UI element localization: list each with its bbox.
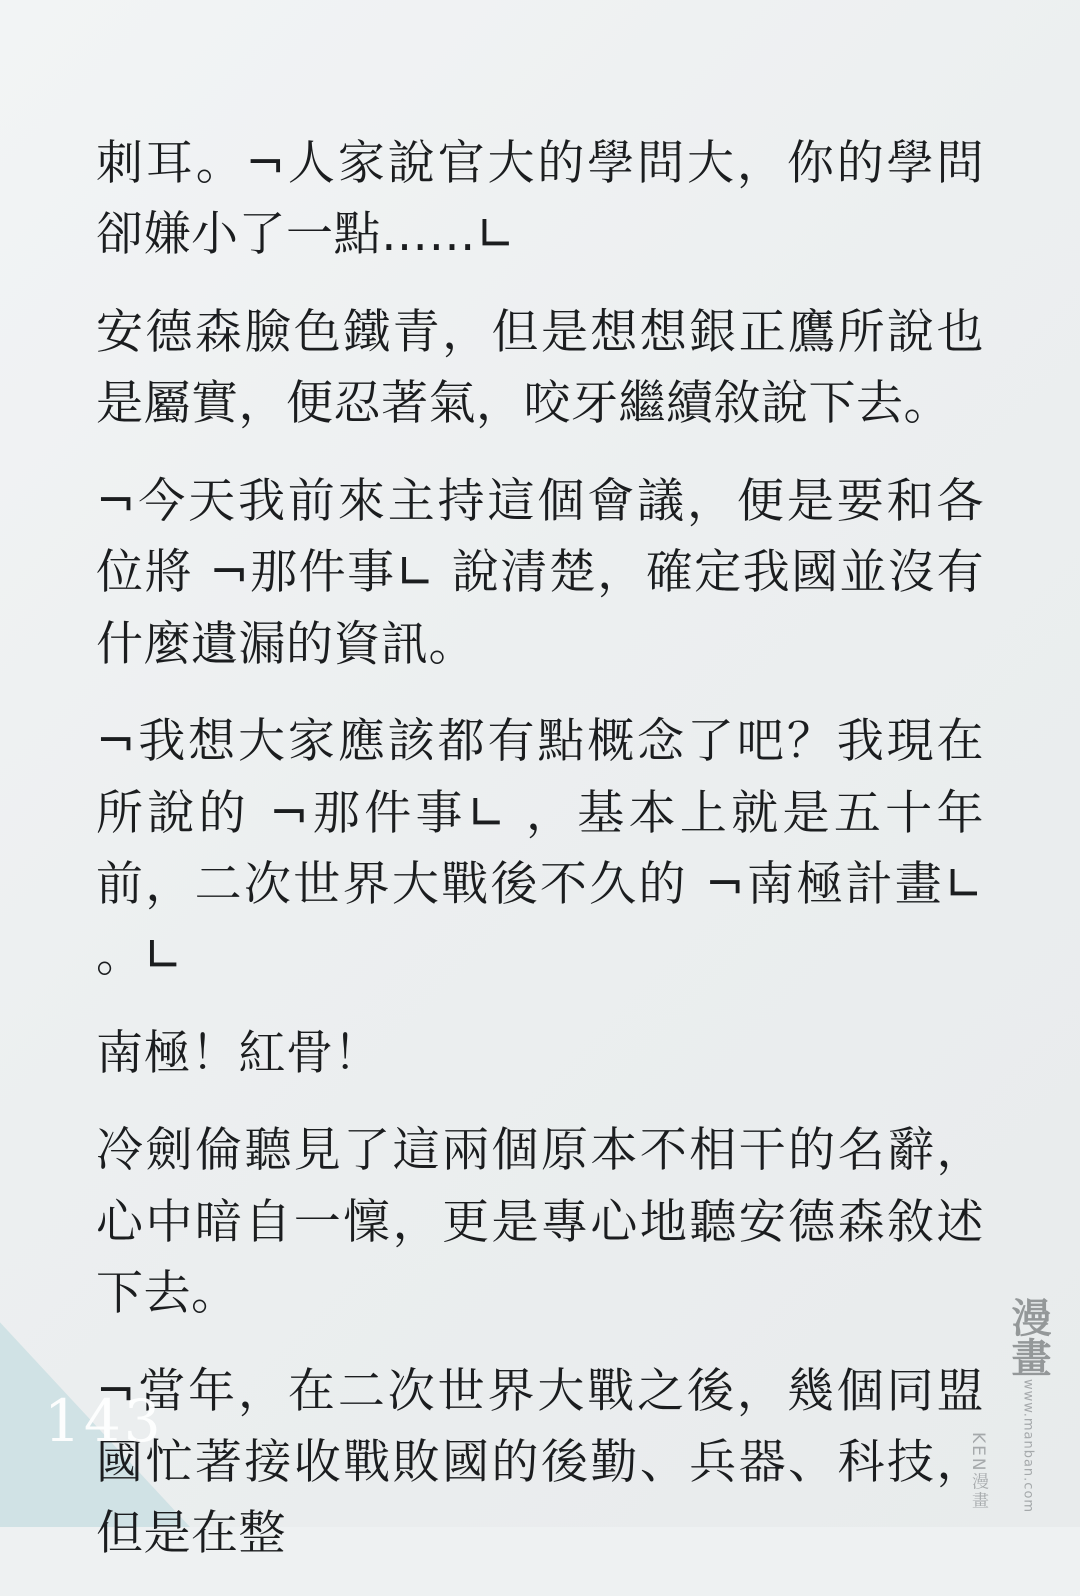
watermark-site-name: KEN漫畫 (968, 1432, 988, 1511)
watermark-url: www.manban.com (1020, 1378, 1036, 1513)
paragraph: 冷劍倫聽見了這兩個原本不相干的名辭，心中暗自一懍，更是專心地聽安德森敘述下去。 (96, 1123, 984, 1322)
watermark-logo-group (990, 1297, 1066, 1513)
page-number: 143 (44, 1387, 164, 1455)
watermark (968, 1296, 1066, 1513)
paragraph: 安德森臉色鐵青，但是想想銀正鷹所說也是屬實，便忍著氣，咬牙繼續敘說下去。 (96, 304, 984, 432)
paragraph: ¬今天我前來主持這個會議，便是要和各位將 ¬那件事∟ 說清楚，確定我國並沒有什麼遺漏的資訊。 (96, 473, 984, 672)
paragraph: ¬當年，在二次世界大戰之後，幾個同盟國忙著接收戰敗國的後勤、兵器、科技，但是在整 (96, 1363, 984, 1562)
page-text-content (96, 128, 984, 1596)
paragraph: 刺耳。¬人家說官大的學問大，你的學問卻嫌小了一點……∟ (96, 136, 984, 263)
paragraph: ¬我想大家應該都有點概念了吧？我現在所說的 ¬那件事∟ ，基本上就是五十年前，二次世界大戰後不久的 ¬南極計畫∟ 。∟ (96, 714, 984, 984)
paragraph: 南極！紅骨！ (96, 1025, 381, 1081)
watermark-logo: 漫畫 (1005, 1296, 1051, 1377)
